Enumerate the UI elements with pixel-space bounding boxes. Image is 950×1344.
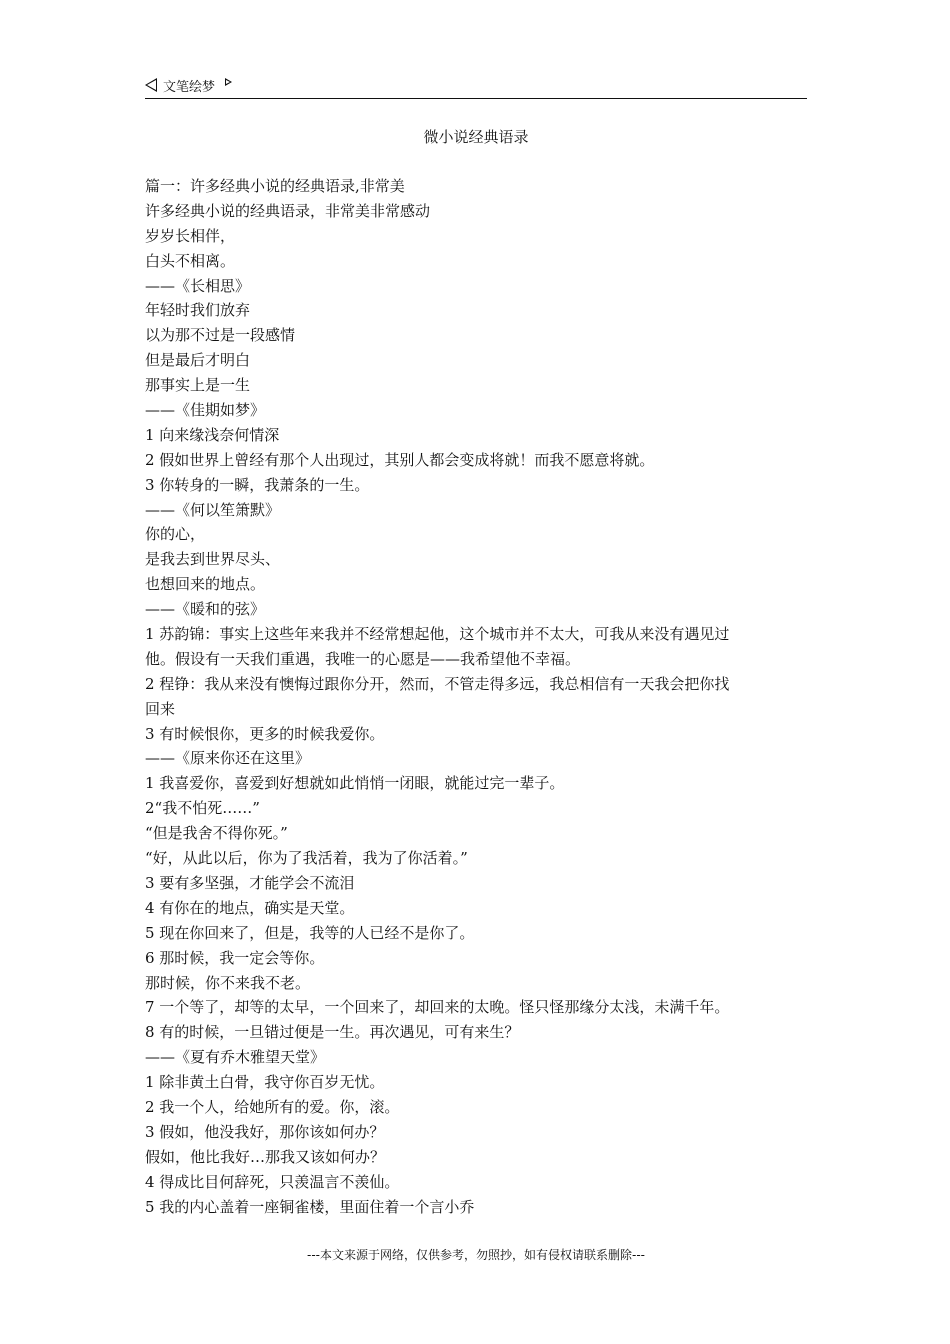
text-line: ——《何以笙箫默》: [145, 500, 281, 519]
triangle-right-icon: [225, 78, 232, 86]
text-line: 3 你转身的一瞬，我萧条的一生。: [145, 475, 370, 494]
text-line: ——《长相思》: [145, 276, 251, 295]
document-title: 微小说经典语录: [423, 128, 529, 146]
text-line: 3 有时候恨你，更多的时候我爱你。: [145, 724, 385, 743]
text-line: 3 要有多坚强，才能学会不流泪: [145, 873, 355, 892]
text-line: 2 我一个人，给她所有的爱。你，滚。: [145, 1097, 400, 1116]
text-line: “但是我舍不得你死。”: [145, 824, 288, 843]
text-line: “好，从此以后，你为了我活着，我为了你活着。”: [145, 849, 468, 868]
text-line: ——《佳期如梦》: [145, 401, 266, 420]
text-line: 5 我的内心盖着一座铜雀楼，里面住着一个言小乔: [145, 1197, 475, 1216]
text-line: 年轻时我们放弃: [145, 301, 251, 320]
text-line: 那事实上是一生: [145, 376, 251, 395]
text-line: 那时候，你不来我不老。: [145, 973, 311, 992]
page-header: [145, 72, 807, 99]
text-line: 是我去到世界尽头、: [145, 550, 281, 569]
text-line: 回来: [145, 699, 176, 718]
triangle-left-icon: [145, 78, 157, 92]
text-line: 2 假如世界上曾经有那个人出现过，其别人都会变成将就！而我不愿意将就。: [145, 450, 655, 469]
text-line: 1 向来缘浅奈何情深: [145, 425, 280, 444]
text-line: 8 有的时候，一旦错过便是一生。再次遇见，可有来生？: [145, 1023, 520, 1042]
text-line: 白头不相离。: [145, 251, 236, 270]
text-line: 他。假设有一天我们重遇，我唯一的心愿是——我希望他不幸福。: [145, 649, 581, 668]
text-line: ——《夏有乔木雅望天堂》: [145, 1048, 326, 1067]
text-line: 也想回来的地点。: [145, 575, 266, 594]
text-line: 4 有你在的地点，确实是天堂。: [145, 898, 355, 917]
page-footer: ---本文来源于网络，仅供参考，勿照抄，如有侵权请联系删除---: [307, 1248, 645, 1262]
text-line: 篇一：许多经典小说的经典语录,非常美: [145, 177, 405, 195]
text-line: 但是最后才明白: [145, 351, 251, 370]
text-line: 1 除非黄土白骨，我守你百岁无忧。: [145, 1073, 385, 1092]
text-line: 许多经典小说的经典语录，非常美非常感动: [145, 201, 431, 220]
text-line: ——《原来你还在这里》: [145, 749, 311, 768]
text-line: ——《暖和的弦》: [145, 600, 266, 619]
text-line: 岁岁长相伴，: [145, 226, 236, 245]
text-line: 你的心，: [145, 525, 206, 544]
text-line: 3 假如，他没我好，那你该如何办？: [145, 1122, 385, 1141]
text-line: 2 程铮：我从来没有懊悔过跟你分开，然而，不管走得多远，我总相信有一天我会把你找: [145, 674, 730, 693]
text-line: 6 那时候，我一定会等你。: [145, 948, 325, 967]
text-line: 以为那不过是一段感情: [145, 326, 296, 345]
text-line: 2“我不怕死……”: [145, 799, 260, 818]
text-line: 假如，他比我好…那我又该如何办？: [145, 1147, 386, 1166]
text-line: 1 苏韵锦：事实上这些年来我并不经常想起他，这个城市并不太大，可我从来没有遇见过: [145, 625, 730, 644]
text-line: 7 一个等了，却等的太早，一个回来了，却回来的太晚。怪只怪那缘分太浅，未满千年。: [145, 998, 730, 1017]
document-body: [145, 174, 807, 1219]
text-line: 1 我喜爱你，喜爱到好想就如此悄悄一闭眼，就能过完一辈子。: [145, 774, 565, 793]
text-line: 4 得成比目何辞死，只羡温言不羡仙。: [145, 1172, 400, 1191]
text-line: 5 现在你回来了，但是，我等的人已经不是你了。: [145, 923, 475, 942]
header-brand: 文笔绘梦: [163, 79, 216, 95]
